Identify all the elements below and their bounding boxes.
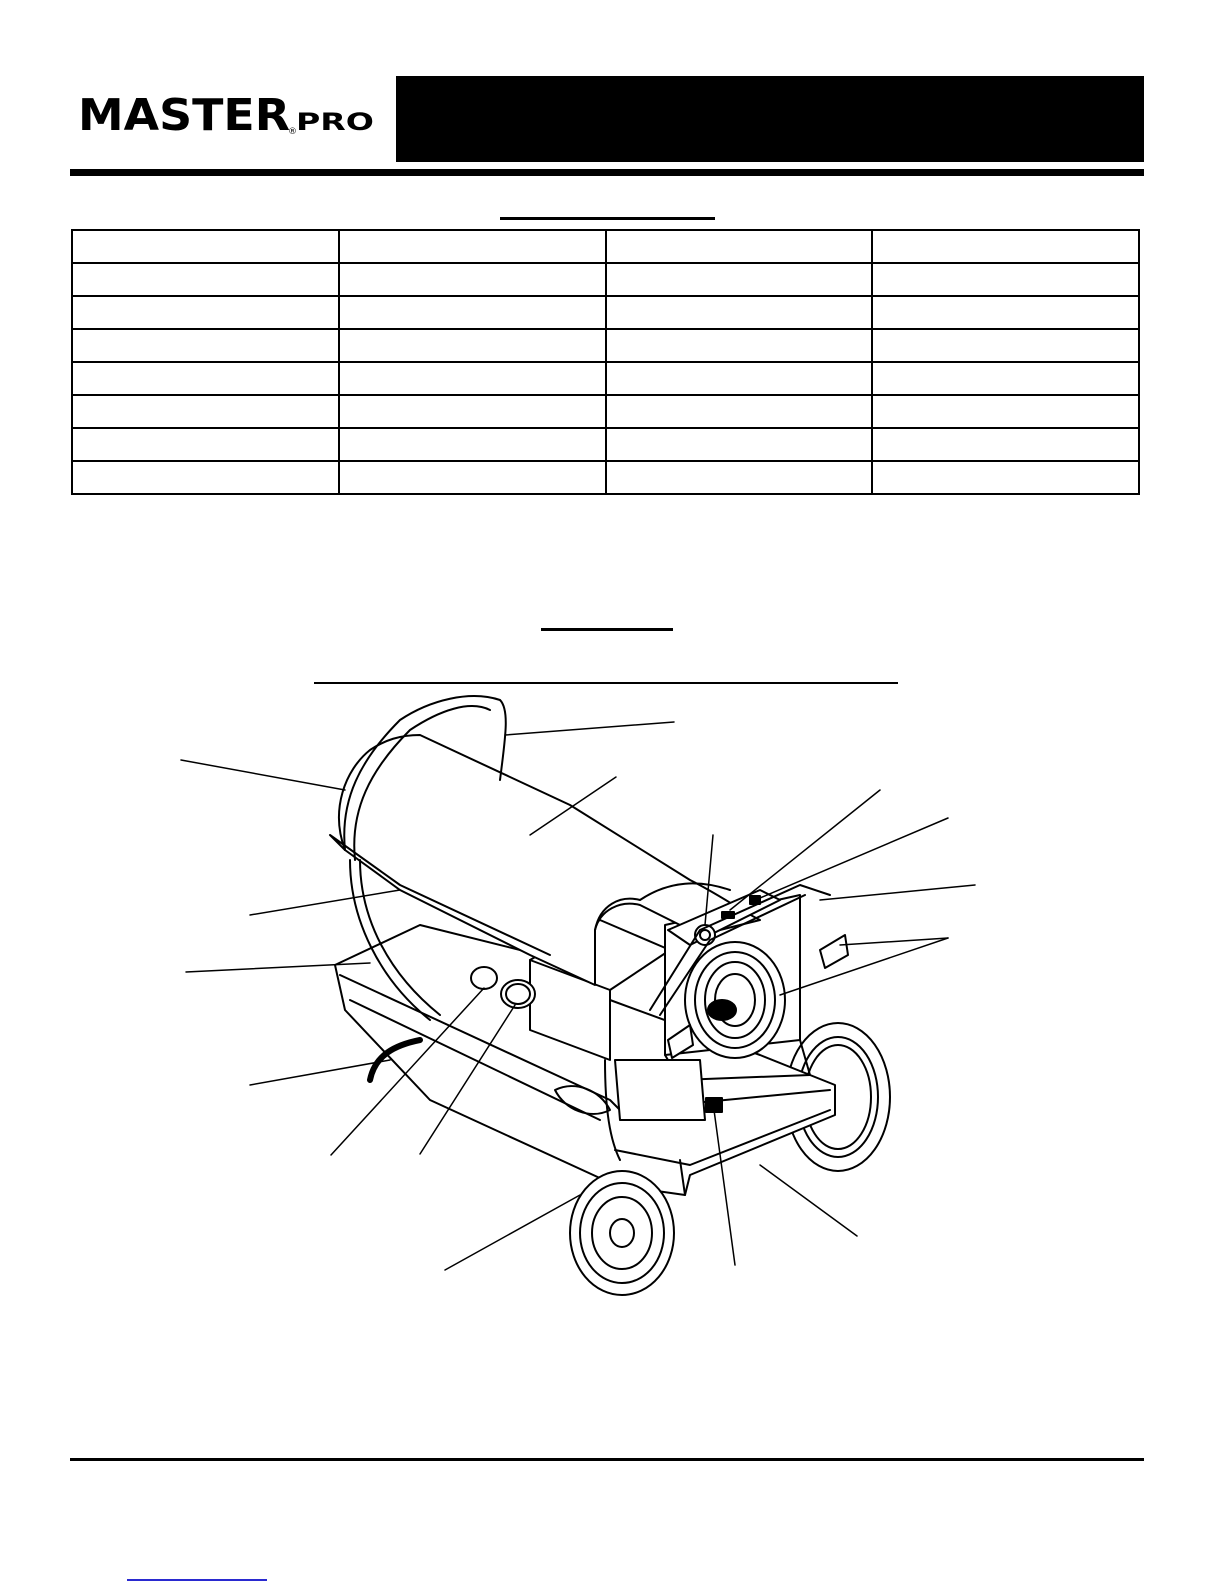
- fan-guard: [685, 942, 785, 1058]
- footer-rule: [70, 1458, 1144, 1461]
- logo-suffix: PRO: [296, 108, 374, 136]
- logo-wordmark: MASTER: [78, 92, 290, 140]
- front-wheel: [570, 1171, 674, 1295]
- footer-link-underline[interactable]: [127, 1579, 267, 1581]
- handle-grip-right: [820, 935, 848, 968]
- logo-registered-mark: ®: [288, 127, 297, 137]
